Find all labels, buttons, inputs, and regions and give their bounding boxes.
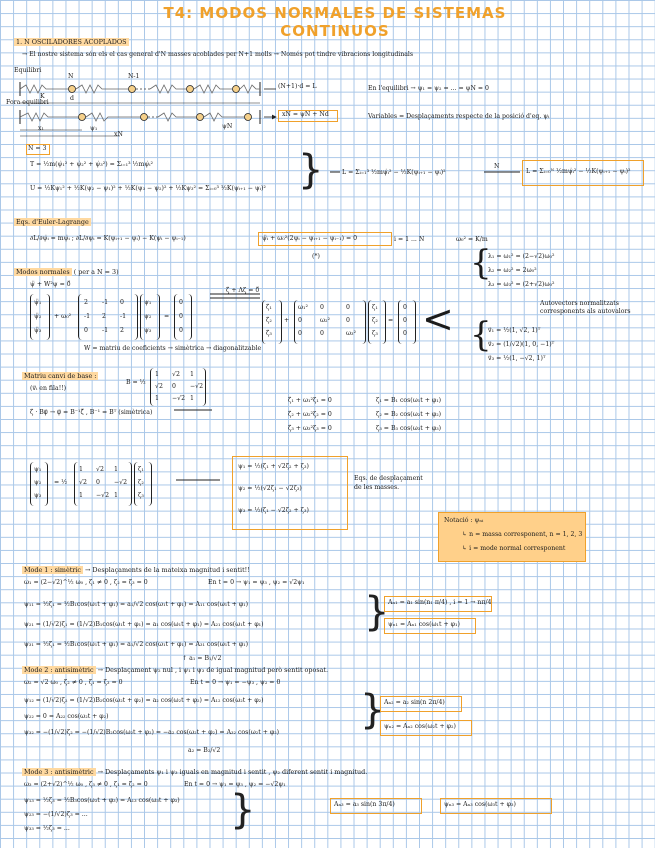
brace: } — [364, 589, 390, 635]
equals: = — [164, 313, 170, 320]
vec-entry: ζ₂ — [372, 317, 378, 324]
mode3-psi33: ψ₃₃ = ½ζ₃ = ... — [24, 825, 70, 832]
section-heading: 1. N OSCILADORES ACOPLADOS — [16, 38, 127, 46]
mtx-entry: -1 — [102, 299, 109, 306]
mode1-freq: ω₁ = (2−√2)^½ ω₀ , ζ₁ ≠ 0 , ζ₂ = ζ₃ = 0 — [24, 579, 148, 586]
vec-entry: ψ₃ — [144, 327, 152, 334]
chain-label-y1: ψ₁ — [90, 125, 98, 132]
mtx-entry: ω₂² — [320, 317, 331, 324]
zeta-eq-3: ζ̈₃ + ω₃²ζ₃ = 0 — [288, 425, 332, 432]
zeta-sol-1: ζ₁ = B₁ cos(ω₁t + φ₁) — [376, 397, 442, 404]
mtx-entry: 1 — [79, 466, 83, 473]
intro-text: → El nostre sistema són els el cas general d'N masses acoblades per N+1 molls → Només pot tindre vibracions longitudinals — [22, 51, 414, 58]
mtx-entry: 1 — [190, 395, 194, 402]
modes-heading: Modos normales ( per a N = 3) — [16, 268, 119, 276]
mode2-t0: En t = 0 → ψ₁ = −ψ₃ , ψ₂ = 0 — [190, 679, 281, 686]
zero-vector — [174, 294, 192, 340]
eigenvector-2: v⃗₂ = (1/√2)(1, 0, −1)ᵀ — [488, 341, 555, 348]
mode3-freq: ω₃ = (2+√2)^½ ω₀ , ζ₃ ≠ 0 , ζ₁ = ζ₂ = 0 — [24, 781, 148, 788]
mtx-entry: 0 — [320, 304, 324, 311]
mtx-entry: 1 — [79, 492, 83, 499]
equals-half: = ½ — [54, 479, 68, 486]
zeta-sol-3: ζ₃ = B₃ cos(ω₃t + φ₃) — [376, 425, 442, 432]
mtx-entry: 0 — [120, 299, 124, 306]
variables-note: Variables = Desplaçaments respecte de la posició d'eq. ψᵢ — [368, 113, 550, 120]
eigenvector-note: Autovectors normalitzats corresponents als autovalors — [540, 300, 631, 316]
mtx-entry: 0 — [96, 479, 100, 486]
mode1-psi-general: ψₙ₁ = Aₙ₁ cos(ω₁t + φ₁) — [388, 621, 460, 628]
xn-relation: xN = ψN + Nd — [282, 111, 329, 118]
psi2-result: ψ₂ = ½(√2ζ₁ − √2ζ₃) — [238, 485, 302, 492]
mode1-psi31: ψ₃₁ = ½ζ₁ = ½B₁cos(ω₁t + φ₁) = a₁/√2 cos(ω₁t + φ₁) = A₃₁ cos(ω₁t + φ₁) — [24, 641, 249, 648]
plus-w0: + ω₀² — [54, 313, 72, 320]
vec-entry: ψ₁ — [144, 299, 152, 306]
mode2-heading: Mode 2 : antisimètric → Desplaçament ψ₂ nul , i ψ₁ i ψ₃ de igual magnitud però sentit oposat. — [24, 666, 329, 674]
el-star: (*) — [312, 253, 320, 260]
el-w0: ω₀² = K/m — [456, 236, 488, 243]
el-result: ψ̈ᵢ + ω₀²(2ψᵢ − ψᵢ₊₁ − ψᵢ₋₁) = 0 — [262, 235, 358, 242]
zeta-sol-2: ζ₂ = B₂ cos(ω₂t + φ₂) — [376, 411, 442, 418]
vec-entry: ζ̈₂ — [266, 317, 272, 324]
mode1-t0: En t = 0 → ψ₁ = ψ₃ , ψ₂ = √2ψ₁ — [208, 579, 305, 586]
page-title: T4: MODOS NORMALES DE SISTEMAS CONTINUOS — [163, 4, 507, 40]
vec-entry: ψ̈₁ — [34, 299, 42, 306]
equilibrium-condition: En l'equilibri → ψ₁ = ψ₂ = ... = ψN = 0 — [368, 85, 489, 92]
mode3-heading: Mode 3 : antisimètric → Desplaçaments ψ₁ i ψ₃ iguals en magnitud i sentit , ψ₂ diferent sentit i magnitud. — [24, 768, 368, 776]
vec-entry: ζ₂ — [138, 479, 144, 486]
el-derivatives: ∂L/∂ψ̇ᵢ = mψ̇ᵢ ; ∂L/∂ψᵢ = K(ψᵢ₊₁ − ψᵢ) − K(ψᵢ − ψᵢ₋₁) — [30, 235, 186, 242]
mode2-freq: ω₂ = √2 ω₀ , ζ₂ ≠ 0 , ζ₁ = ζ₃ = 0 — [24, 679, 123, 686]
vec-entry: ψ̈₃ — [34, 327, 42, 334]
mtx-entry: 0 — [84, 327, 88, 334]
mtx-entry: √2 — [155, 383, 163, 390]
mtx-entry: -1 — [84, 313, 91, 320]
angle-bracket: < — [422, 297, 454, 341]
mtx-entry: 2 — [102, 313, 106, 320]
mode2-psi12: ψ₁₂ = (1/√2)ζ₂ = (1/√2)B₂cos(ω₂t + φ₂) = a₂ cos(ω₂t + φ₂) = A₁₂ cos(ω₂t + φ₂) — [24, 697, 264, 704]
mtx-entry: 1 — [114, 492, 118, 499]
vec-entry: 0 — [179, 327, 183, 334]
zeta-eq: ζ̈ + Λζ = 0⃗ — [226, 287, 260, 294]
eigenvector-1: v⃗₁ = ½(1, √2, 1)ᵀ — [488, 327, 541, 334]
mode2-psi-general: ψₙ₂ = Aₙ₂ cos(ω₂t + φ₂) — [384, 723, 456, 730]
mode3-psi23: ψ₂₃ = −(1/√2)ζ₃ = ... — [24, 811, 88, 818]
mtx-entry: 1 — [155, 395, 159, 402]
mode2-amplitude: Aₙ₂ = a₂ sin(n 2π/4) — [384, 699, 445, 706]
mtx-entry: √2 — [79, 479, 87, 486]
mode1-amplitude: Aₙ₁ = a₁ sin(n₁ π/4) , i = 1 → nπ/4 — [388, 599, 492, 606]
vec-entry: ζ₃ — [138, 492, 144, 499]
n-arrow-label: N — [494, 163, 500, 170]
mode3-psi13: ψ₁₃ = ½ζ₃ = ½B₃cos(ω₃t + φ₃) = A₁₃ cos(ω₃t + φ₃) — [24, 797, 180, 804]
chain-label-n1: N-1 — [128, 73, 140, 80]
notation-title: Notació : ψₙᵢ — [444, 517, 484, 524]
base-sub: (v⃗ᵢ en fila!!) — [30, 385, 67, 392]
vec-entry: ψ₂ — [144, 313, 152, 320]
mtx-entry: 0 — [346, 317, 350, 324]
eigenvalue-3: λ₃ = ω₃² = (2+√2)ω₀² — [488, 281, 555, 288]
psi1-result: ψ₁ = ½(ζ₁ + √2ζ₂ + ζ₃) — [238, 463, 309, 470]
eigenvector-3: v⃗₃ = ½(1, −√2, 1)ᵀ — [488, 355, 546, 362]
base-heading: Matriu canvi de base : — [24, 372, 97, 380]
vec-entry: ζ̈₃ — [266, 330, 272, 337]
mtx-entry: −√2 — [190, 383, 204, 390]
vec-entry: ζ₁ — [138, 466, 144, 473]
mtx-entry: ω₁² — [298, 304, 309, 311]
non-equilibrium-label: Fora equilibri — [6, 99, 49, 106]
psi3-result: ψ₃ = ½(ζ₁ − √2ζ₂ + ζ₃) — [238, 507, 309, 514]
mtx-entry: −√2 — [96, 492, 110, 499]
vec-entry: ψ₁ — [34, 466, 42, 473]
mtx-entry: ω₃² — [346, 330, 357, 337]
mode1-heading: Mode 1 : simètric → Desplaçaments de la mateixa magnitud i sentit!! — [24, 566, 250, 574]
vec-entry: ζ₁ — [372, 304, 378, 311]
brace-left: { — [470, 243, 492, 283]
mode2-psi22: ψ₂₂ = 0 = A₂₂ cos(ω₂t + φ₂) — [24, 713, 109, 720]
mtx-entry: -1 — [102, 327, 109, 334]
mtx-entry: 0 — [298, 330, 302, 337]
mode1-psi21: ψ₂₁ = (1/√2)ζ₁ = (1/√2)B₁cos(ω₁t + φ₁) = a₁ cos(ω₁t + φ₁) = A₂₁ cos(ω₁t + φ₁) — [24, 621, 264, 628]
lagrangian-n: L = Σᵢ₌₀ᴺ ½mψ̇ᵢ² − ½K(ψᵢ₊₁ − ψᵢ)² — [526, 168, 631, 175]
mode1-psi11: ψ₁₁ = ½ζ₁ = ½B₁cos(ω₁t + φ₁) = a₁/√2 cos(ω₁t + φ₁) = A₁₁ cos(ω₁t + φ₁) — [24, 601, 249, 608]
displacement-note: Eqs. de desplaçament de les masses. — [354, 475, 423, 492]
chain-label-yn: ψN — [222, 123, 233, 130]
brace: } — [360, 687, 386, 733]
mode1-a: ↑ a₁ = B₁/√2 — [182, 655, 222, 662]
mode3-t0: En t = 0 → ψ₁ = ψ₃ , ψ₂ = −√2ψ₁ — [184, 781, 286, 788]
zero-vector — [398, 300, 416, 344]
mtx-entry: 0 — [346, 304, 350, 311]
kinetic-energy: T = ½m(ψ̇₁² + ψ̇₂² + ψ̇₃²) = Σᵢ₌₁³ ½mψ̇ᵢ² — [30, 161, 153, 168]
mtx-entry: -1 — [120, 313, 127, 320]
mtx-entry: 2 — [84, 299, 88, 306]
mode3-amplitude: Aₙ₃ = a₃ sin(n 3π/4) — [334, 801, 395, 808]
zetadd-vector — [262, 300, 282, 344]
mtx-entry: −√2 — [172, 395, 186, 402]
modes-eq: ψ̈ + W²ψ = 0⃗ — [30, 281, 71, 288]
chain-label-x1: x₁ — [38, 125, 44, 132]
el-heading: Eqs. d'Euler-Lagrange — [16, 218, 89, 226]
mode2-a: a₂ = B₂/√2 — [188, 747, 221, 754]
length-relation: (N+1)·d = L — [278, 83, 317, 90]
brace: } — [230, 787, 256, 833]
notation-line-2: ↳ i = mode normal corresponent — [462, 545, 566, 552]
vec-entry: 0 — [179, 313, 183, 320]
vec-entry: 0 — [403, 304, 407, 311]
base-b: B = ½ — [126, 379, 146, 386]
equilibrium-label: Equilibri — [14, 67, 42, 74]
mode3-psi-general: ψₙ₃ = Aₙ₃ cos(ω₃t + φ₃) — [444, 801, 516, 808]
mtx-entry: 2 — [120, 327, 124, 334]
vec-entry: ψ̈₂ — [34, 313, 42, 320]
chain-label-xn: xN — [114, 131, 123, 138]
chain-label-k: K — [40, 93, 45, 100]
mode2-psi32: ψ₃₂ = −(1/√2)ζ₂ = −(1/√2)B₂cos(ω₂t + φ₂) = −a₂ cos(ω₂t + φ₂) = A₃₂ cos(ω₂t + φ₂) — [24, 729, 280, 736]
n3-label: N = 3 — [28, 145, 47, 152]
equals: = — [388, 317, 394, 324]
vec-entry: 0 — [179, 299, 183, 306]
lagrangian-n3: L = Σᵢ₌₁³ ½mψ̇ᵢ² − ½K(ψᵢ₊₁ − ψᵢ)² — [342, 169, 446, 176]
brace-left: { — [470, 315, 492, 355]
brace: } — [298, 147, 324, 193]
base-relation: ζ̈ · Bψ⃗ → ψ⃗ = B⁻¹ζ⃗ , B⁻¹ = Bᵀ (simètrica) — [30, 409, 153, 416]
mtx-entry: 0 — [172, 383, 176, 390]
mtx-entry: √2 — [172, 371, 180, 378]
potential-energy: U = ½Kψ₁² + ½K(ψ₂ − ψ₁)² + ½K(ψ₃ − ψ₂)² + ½Kψ₃² = Σᵢ₌₀³ ½K(ψᵢ₊₁ − ψᵢ)² — [30, 185, 266, 192]
mtx-entry: −√2 — [114, 479, 128, 486]
plus: + — [284, 317, 290, 324]
zeta-eq-2: ζ̈₂ + ω₂²ζ₂ = 0 — [288, 411, 332, 418]
w-matrix-note: W = matriu de coeficients → simètrica → diagonalitzable — [84, 345, 262, 352]
mtx-entry: 1 — [190, 371, 194, 378]
notation-line-1: ↳ n = massa corresponent, n = 1, 2, 3 — [462, 531, 583, 538]
mtx-entry: 1 — [155, 371, 159, 378]
vec-entry: ζ̈₁ — [266, 304, 272, 311]
mtx-entry: 0 — [320, 330, 324, 337]
mtx-entry: 1 — [114, 466, 118, 473]
vec-entry: ζ₃ — [372, 330, 378, 337]
eigenvalue-1: λ₁ = ω₁² = (2−√2)ω₀² — [488, 253, 555, 260]
vec-entry: ψ₃ — [34, 492, 42, 499]
vec-entry: 0 — [403, 330, 407, 337]
mtx-entry: √2 — [96, 466, 104, 473]
chain-label-n: N — [68, 73, 74, 80]
eigenvalue-2: λ₂ = ω₂² = 2ω₀² — [488, 267, 537, 274]
vec-entry: ψ₂ — [34, 479, 42, 486]
chain-label-d: d — [70, 95, 74, 102]
zeta-eq-1: ζ̈₁ + ω₁²ζ₁ = 0 — [288, 397, 332, 404]
vec-entry: 0 — [403, 317, 407, 324]
el-range: i = 1 ... N — [394, 236, 425, 243]
mtx-entry: 0 — [298, 317, 302, 324]
